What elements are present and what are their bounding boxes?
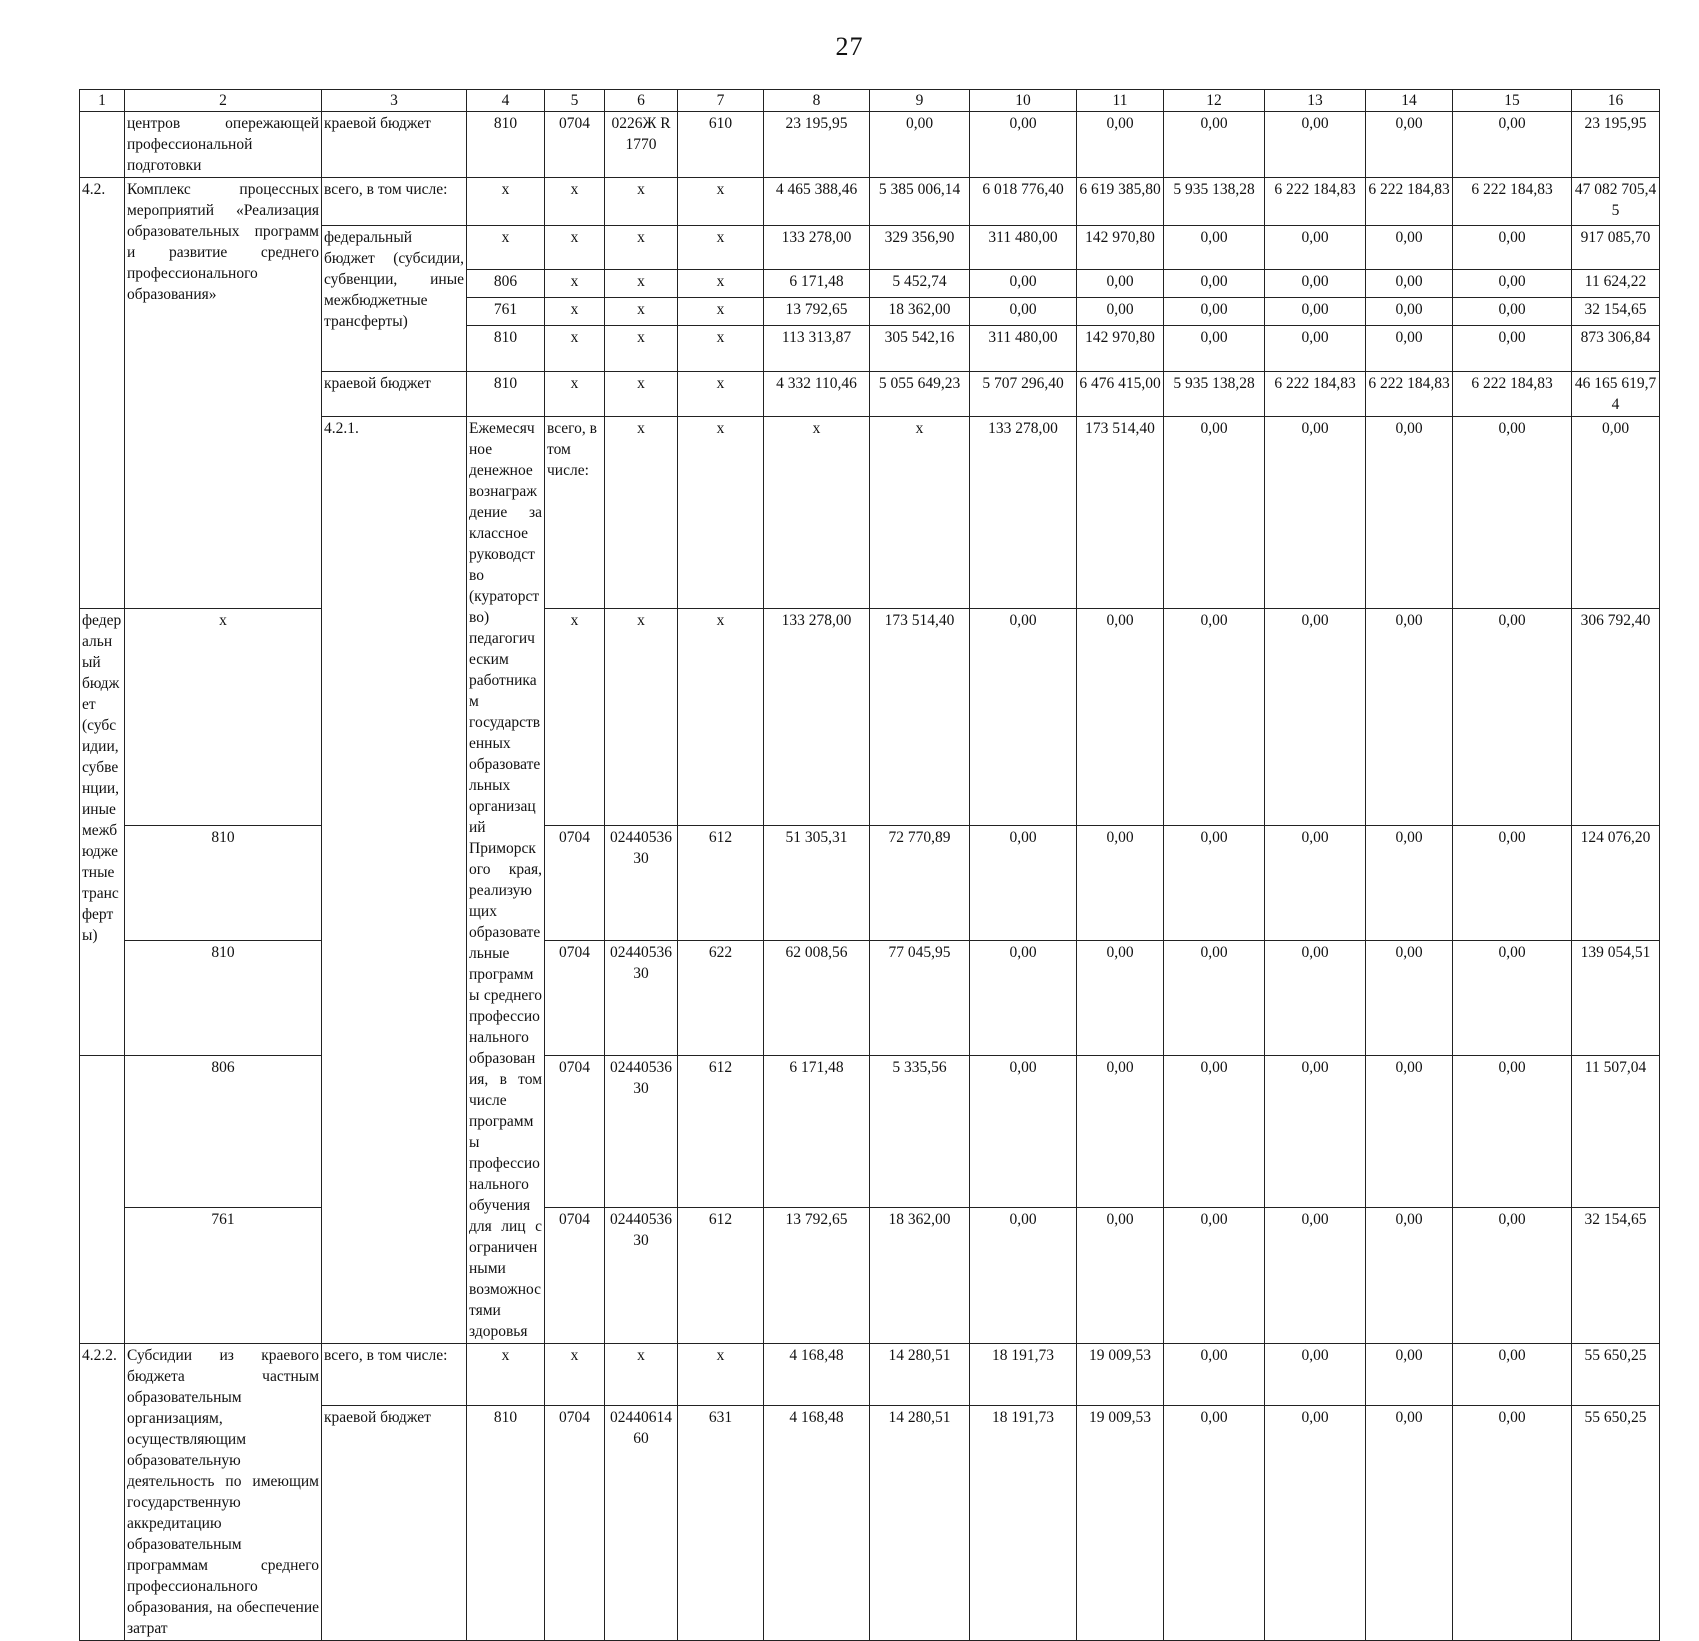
cell-c10: 18 191,73 [970, 1405, 1077, 1640]
column-number: 3 [322, 90, 467, 112]
program-funding-table [79, 89, 1660, 1641]
cell-c11: 0,00 [1077, 940, 1164, 1055]
cell-c4: 810 [467, 1405, 545, 1640]
cell-c4: x [605, 417, 678, 609]
cell-c8: 133 278,00 [764, 226, 870, 270]
cell-c16: 32 154,65 [1572, 1208, 1660, 1344]
cell-c9: 173 514,40 [870, 609, 970, 826]
cell-c13: 0,00 [1265, 1405, 1366, 1640]
cell-c16: 11 507,04 [1572, 1055, 1660, 1208]
cell-c7: x [678, 270, 764, 298]
cell-c11: 0,00 [1265, 417, 1366, 609]
cell-c14: 0,00 [1572, 417, 1660, 609]
column-number: 14 [1366, 90, 1453, 112]
cell-c8: 6 171,48 [764, 270, 870, 298]
cell-c8: 4 332 110,46 [764, 372, 870, 417]
table-row [80, 609, 1660, 826]
item-number: 4.2.1. [322, 417, 467, 1344]
cell-c12: 0,00 [1164, 298, 1265, 326]
cell-c13: 0,00 [1265, 1208, 1366, 1344]
cell-c8: 113 313,87 [764, 326, 870, 372]
cell-c5: x [545, 298, 605, 326]
cell-c7: 612 [678, 1208, 764, 1344]
cell-c13: 6 222 184,83 [1265, 178, 1366, 226]
cell-c8: 4 168,48 [764, 1405, 870, 1640]
cell-c9: 18 362,00 [870, 298, 970, 326]
column-number-row [80, 90, 1660, 112]
cell-c5: 0704 [545, 1055, 605, 1208]
cell-c14: 0,00 [1366, 1405, 1453, 1640]
cell-c12: 0,00 [1164, 1055, 1265, 1208]
cell-c8: 13 792,65 [764, 298, 870, 326]
cell-c11: 19 009,53 [1077, 1405, 1164, 1640]
cell-c10: 311 480,00 [970, 326, 1077, 372]
cell-c5: x [545, 178, 605, 226]
cell-c11: 6 476 415,00 [1077, 372, 1164, 417]
table-row [80, 940, 1660, 1055]
cell-c9: 173 514,40 [1077, 417, 1164, 609]
cell-c9: 72 770,89 [870, 826, 970, 941]
table-row [80, 178, 1660, 226]
cell-c14: 0,00 [1366, 826, 1453, 941]
column-number: 11 [1077, 90, 1164, 112]
cell-c5: x [545, 609, 605, 826]
cell-c15: 0,00 [1453, 1208, 1572, 1344]
cell-c4: 810 [125, 826, 322, 941]
column-number: 9 [870, 90, 970, 112]
cell-c12: 0,00 [1164, 326, 1265, 372]
cell-c14: 0,00 [1366, 112, 1453, 178]
cell-c12: 0,00 [1164, 1405, 1265, 1640]
cell-c12: 0,00 [1164, 1344, 1265, 1406]
cell-c15: 6 222 184,83 [1453, 372, 1572, 417]
cell-c16: 47 082 705,45 [1572, 178, 1660, 226]
cell-c10: 0,00 [970, 940, 1077, 1055]
cell-c8: 51 305,31 [764, 826, 870, 941]
cell-c10: 311 480,00 [970, 226, 1077, 270]
column-number: 5 [545, 90, 605, 112]
cell-c7: 622 [678, 940, 764, 1055]
cell-c10: 0,00 [970, 826, 1077, 941]
cell-c6: x [605, 298, 678, 326]
cell-c16: 11 624,22 [1572, 270, 1660, 298]
cell-c6: x [605, 372, 678, 417]
cell-c6: x [605, 609, 678, 826]
cell-c14: 0,00 [1366, 940, 1453, 1055]
cell-c13: 0,00 [1265, 112, 1366, 178]
cell-c7: x [678, 609, 764, 826]
cell-c14: 0,00 [1366, 298, 1453, 326]
table-row [80, 826, 1660, 941]
cell-c4: 810 [467, 112, 545, 178]
cell-c8: 62 008,56 [764, 940, 870, 1055]
cell-c15: 0,00 [1453, 226, 1572, 270]
cell-c4: 761 [467, 298, 545, 326]
column-number: 12 [1164, 90, 1265, 112]
cell-c9: 14 280,51 [870, 1344, 970, 1406]
cell-c10: 18 191,73 [970, 1344, 1077, 1406]
cell-c6: x [605, 326, 678, 372]
cell-c14: 6 222 184,83 [1366, 372, 1453, 417]
cell-c4: 806 [467, 270, 545, 298]
cell-c5: x [545, 372, 605, 417]
cell-c10: 0,00 [970, 112, 1077, 178]
funding-source: краевой бюджет [322, 112, 467, 178]
cell-c13: 0,00 [1265, 298, 1366, 326]
cell-c15: 0,00 [1453, 270, 1572, 298]
table-row [80, 1344, 1660, 1406]
cell-c6: 0244053630 [605, 1208, 678, 1344]
cell-c7: x [870, 417, 970, 609]
cell-c15: 6 222 184,83 [1453, 178, 1572, 226]
cell-c12: 0,00 [1164, 940, 1265, 1055]
cell-c16: 917 085,70 [1572, 226, 1660, 270]
cell-c8: 13 792,65 [764, 1208, 870, 1344]
cell-c5: x [678, 417, 764, 609]
item-description: Ежемесячное денежное вознаграждение за классное руководство (кураторство) педагогическим работникам государственных образовательных организаций Приморского края, реализующих образовательные программы среднего профессионального образования, в том числе программы профессионального обучения для лиц с ограниченными возможностями здоровья [467, 417, 545, 1344]
cell-c15: 0,00 [1453, 112, 1572, 178]
cell-c13: 0,00 [1265, 226, 1366, 270]
cell-c4: 761 [125, 1208, 322, 1344]
cell-c11: 142 970,80 [1077, 226, 1164, 270]
column-number: 16 [1572, 90, 1660, 112]
cell-c6: x [605, 178, 678, 226]
cell-c12: 0,00 [1164, 270, 1265, 298]
cell-c15: 0,00 [1453, 326, 1572, 372]
funding-source: краевой бюджет [322, 372, 467, 417]
cell-c15: 0,00 [1453, 940, 1572, 1055]
funding-source: всего, в том числе: [545, 417, 605, 609]
cell-c13: 0,00 [1265, 1055, 1366, 1208]
cell-c5: x [545, 226, 605, 270]
funding-source: федеральный бюджет (субсидии, субвенции, иные межбюджетные трансферты) [322, 226, 467, 372]
cell-c13: 0,00 [1265, 326, 1366, 372]
cell-c11: 0,00 [1077, 270, 1164, 298]
cell-c11: 0,00 [1077, 298, 1164, 326]
cell-c16: 124 076,20 [1572, 826, 1660, 941]
item-description: центров опережающей профессиональной подготовки [125, 112, 322, 178]
cell-c8: 6 171,48 [764, 1055, 870, 1208]
cell-c10: 0,00 [1164, 417, 1265, 609]
cell-c6: 0226Ж R1770 [605, 112, 678, 178]
page-number: 27 [835, 32, 864, 61]
column-number: 2 [125, 90, 322, 112]
cell-c11: 0,00 [1077, 826, 1164, 941]
cell-c9: 305 542,16 [870, 326, 970, 372]
column-number: 6 [605, 90, 678, 112]
cell-c9: 14 280,51 [870, 1405, 970, 1640]
cell-c7: x [678, 226, 764, 270]
cell-c5: 0704 [545, 826, 605, 941]
item-number: 4.2.2. [80, 1344, 125, 1641]
cell-c13: 0,00 [1265, 609, 1366, 826]
cell-c4: x [125, 609, 322, 826]
cell-c15: 0,00 [1453, 609, 1572, 826]
cell-c6: 0244053630 [605, 826, 678, 941]
column-number: 13 [1265, 90, 1366, 112]
cell-c7: 610 [678, 112, 764, 178]
cell-c15: 0,00 [1453, 1344, 1572, 1406]
cell-c9: 329 356,90 [870, 226, 970, 270]
cell-c14: 0,00 [1366, 326, 1453, 372]
cell-c15: 0,00 [1453, 1055, 1572, 1208]
cell-c12: 0,00 [1164, 609, 1265, 826]
cell-c6: 0244053630 [605, 940, 678, 1055]
table-row [80, 112, 1660, 178]
cell-c11: 0,00 [1077, 609, 1164, 826]
column-number: 1 [80, 90, 125, 112]
cell-c7: 612 [678, 1055, 764, 1208]
cell-c4: 806 [125, 1055, 322, 1208]
cell-c5: 0704 [545, 940, 605, 1055]
funding-source: всего, в том числе: [322, 1344, 467, 1406]
cell-c10: 6 018 776,40 [970, 178, 1077, 226]
cell-c12: 0,00 [1164, 226, 1265, 270]
cell-c16: 55 650,25 [1572, 1405, 1660, 1640]
cell-c6: x [764, 417, 870, 609]
item-description: Субсидии из краевого бюджета частным образовательным организациям, осуществляющим образовательную деятельность по имеющим государственную аккредитацию образовательным программам среднего профессионального образования, на обеспечение затрат [125, 1344, 322, 1641]
cell-c14: 0,00 [1366, 609, 1453, 826]
item-description: Комплекс процессных мероприятий «Реализация образовательных программ и развитие среднего профессионального образования» [125, 178, 322, 609]
cell-c4: 810 [467, 372, 545, 417]
cell-c8: 4 465 388,46 [764, 178, 870, 226]
cell-c13: 0,00 [1265, 940, 1366, 1055]
cell-c16: 46 165 619,74 [1572, 372, 1660, 417]
cell-c6: x [605, 1344, 678, 1406]
cell-c8: 133 278,00 [970, 417, 1077, 609]
cell-c9: 18 362,00 [870, 1208, 970, 1344]
cell-c7: x [678, 326, 764, 372]
funding-source: федеральный бюджет (субсидии, субвенции, иные межбюджетные трансферты) [80, 609, 125, 1056]
cell-c10: 0,00 [970, 609, 1077, 826]
cell-c4: 810 [467, 326, 545, 372]
cell-c14: 0,00 [1366, 1344, 1453, 1406]
cell-c6: 0244061460 [605, 1405, 678, 1640]
cell-c8: 133 278,00 [764, 609, 870, 826]
cell-c16: 23 195,95 [1572, 112, 1660, 178]
cell-c15: 0,00 [1453, 1405, 1572, 1640]
cell-c14: 6 222 184,83 [1366, 178, 1453, 226]
cell-c5: 0704 [545, 1405, 605, 1640]
cell-c11: 0,00 [1077, 1055, 1164, 1208]
cell-c9: 5 335,56 [870, 1055, 970, 1208]
cell-c7: x [678, 1344, 764, 1406]
cell-c6: x [605, 270, 678, 298]
cell-c16: 306 792,40 [1572, 609, 1660, 826]
funding-source: всего, в том числе: [322, 178, 467, 226]
cell-c6: 0244053630 [605, 1055, 678, 1208]
column-number: 15 [1453, 90, 1572, 112]
cell-c5: x [545, 326, 605, 372]
table-row [80, 1055, 1660, 1208]
cell-c8: 4 168,48 [764, 1344, 870, 1406]
cell-c5: x [545, 270, 605, 298]
cell-c13: 0,00 [1265, 1344, 1366, 1406]
cell-c12: 0,00 [1164, 112, 1265, 178]
column-number: 7 [678, 90, 764, 112]
cell-c9: 0,00 [870, 112, 970, 178]
cell-c13: 0,00 [1265, 270, 1366, 298]
cell-c5: 0704 [545, 1208, 605, 1344]
item-number [80, 112, 125, 178]
cell-c11: 0,00 [1077, 112, 1164, 178]
cell-c14: 0,00 [1366, 1208, 1453, 1344]
cell-c10: 5 707 296,40 [970, 372, 1077, 417]
cell-c7: x [678, 298, 764, 326]
cell-c9: 77 045,95 [870, 940, 970, 1055]
cell-c10: 0,00 [970, 270, 1077, 298]
cell-c15: 0,00 [1453, 826, 1572, 941]
cell-c11: 142 970,80 [1077, 326, 1164, 372]
cell-c14: 0,00 [1366, 270, 1453, 298]
cell-c11: 19 009,53 [1077, 1344, 1164, 1406]
cell-c11: 0,00 [1077, 1208, 1164, 1344]
cell-c7: 612 [678, 826, 764, 941]
cell-c10: 0,00 [970, 298, 1077, 326]
cell-c4: 810 [125, 940, 322, 1055]
cell-c9: 5 385 006,14 [870, 178, 970, 226]
cell-c5: 0704 [545, 112, 605, 178]
cell-c13: 6 222 184,83 [1265, 372, 1366, 417]
cell-c10: 0,00 [970, 1208, 1077, 1344]
cell-c14: 0,00 [1366, 226, 1453, 270]
cell-c12: 5 935 138,28 [1164, 372, 1265, 417]
cell-c4: x [467, 1344, 545, 1406]
cell-c9: 5 452,74 [870, 270, 970, 298]
cell-c13: 0,00 [1265, 826, 1366, 941]
cell-c14: 0,00 [1366, 1055, 1453, 1208]
cell-c6: x [605, 226, 678, 270]
cell-c7: 631 [678, 1405, 764, 1640]
column-number: 4 [467, 90, 545, 112]
cell-c11: 6 619 385,80 [1077, 178, 1164, 226]
funding-source [80, 1055, 125, 1344]
cell-c10: 0,00 [970, 1055, 1077, 1208]
cell-c7: x [678, 178, 764, 226]
cell-c16: 55 650,25 [1572, 1344, 1660, 1406]
cell-c16: 873 306,84 [1572, 326, 1660, 372]
cell-c15: 0,00 [1453, 298, 1572, 326]
cell-c4: x [467, 226, 545, 270]
column-number: 8 [764, 90, 870, 112]
cell-c12: 0,00 [1366, 417, 1453, 609]
cell-c7: x [678, 372, 764, 417]
item-number: 4.2. [80, 178, 125, 609]
cell-c5: x [545, 1344, 605, 1406]
funding-source: краевой бюджет [322, 1405, 467, 1640]
cell-c12: 0,00 [1164, 1208, 1265, 1344]
cell-c8: 23 195,95 [764, 112, 870, 178]
cell-c16: 139 054,51 [1572, 940, 1660, 1055]
cell-c4: x [467, 178, 545, 226]
cell-c9: 5 055 649,23 [870, 372, 970, 417]
table-row [80, 1208, 1660, 1344]
column-number: 10 [970, 90, 1077, 112]
cell-c12: 5 935 138,28 [1164, 178, 1265, 226]
cell-c13: 0,00 [1453, 417, 1572, 609]
cell-c12: 0,00 [1164, 826, 1265, 941]
cell-c16: 32 154,65 [1572, 298, 1660, 326]
